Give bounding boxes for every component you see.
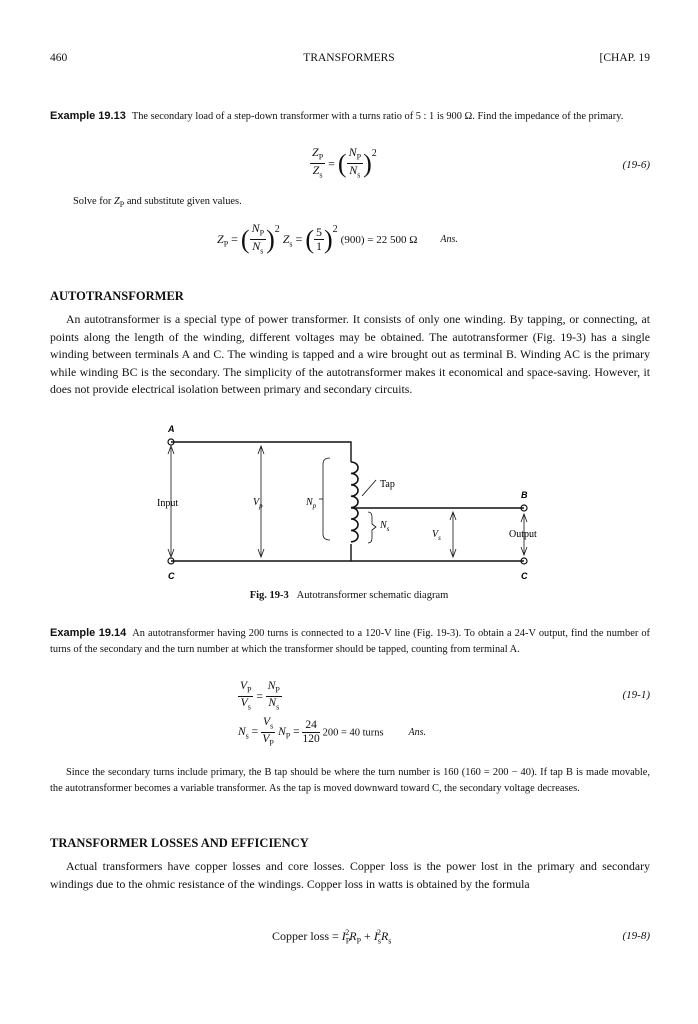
example-19-14-conclusion: Since the secondary turns include primary, the B tap should be where the turn number is 160 (160 = 200 − 40). If tap B is made movable, the autotransformer becomes a variable transformer. As the tap is moved downward toward C, the secondary voltage decreases. [50, 767, 650, 794]
answer-label: Ans. [408, 727, 426, 739]
section-heading-autotransformer: AUTOTRANSFORMER [50, 289, 184, 303]
np-bracket [323, 458, 330, 540]
formula-number: (19-8) [622, 930, 650, 942]
example-label: Example 19.14 [50, 627, 127, 639]
label-c-left: C [168, 571, 175, 581]
section-heading-losses: TRANSFORMER LOSSES AND EFFICIENCY [50, 836, 309, 850]
solve-text: Solve for $Z_P$ and substitute given values. [73, 196, 242, 210]
equation-number: (19-1) [622, 689, 650, 701]
label-c-right: C [521, 571, 528, 581]
equation-number: (19-6) [622, 159, 650, 171]
winding-coil [351, 462, 358, 542]
label-b: B [521, 490, 528, 500]
label-tap: Tap [380, 479, 395, 490]
equation-solution: $Z_P$ = ( $\frac{N_P}{N_s}$ )$^2$ $Z_s$ = ( $\frac{5}{1}$ )$^2$ (900) = 22 500 Ω Ans. [217, 221, 458, 256]
losses-paragraph: Actual transformers have copper losses and core losses. Copper loss is the power lost in the primary and secondary windings due to the ohmic resistance of the windings. Copper loss in watts is obtained by the formula [50, 859, 650, 891]
label-input: Input [157, 498, 179, 509]
example-text: The secondary load of a step-down transformer with a turns ratio of 5 : 1 is 900 Ω. Find the impedance of the primary. [131, 111, 624, 122]
autotransformer-paragraph: An autotransformer is a special type of power transformer. It consists of only one winding. By tapping, or connecting, at points along the length of the winding, different voltages may be obtained. The autotransformer (Fig. 19-3) has a single winding between terminals A and C. The winding is tapped and a wire brought out as terminal B. Winding AC is the primary while winding BC is the secondary. The simplicity of the autotransformer makes it economical and space-saving. However, it does not provide electrical isolation between primary and secondary circuits. [50, 312, 650, 396]
example-label: Example 19.13 [50, 110, 126, 122]
tap-pointer [362, 480, 376, 496]
label-np: $N_p$ [306, 497, 317, 510]
example-text: An autotransformer having 200 turns is connected to a 120-V line (Fig. 19-3). To obtain a 24-V output, find the number of turns of the secondary and the turn number at which the transformer should be tapped, counting from terminal A. [50, 628, 650, 655]
label-vp: $V_p$ [253, 497, 263, 510]
running-title: TRANSFORMERS [303, 52, 395, 64]
equation-result: 200 = 40 turns [322, 727, 384, 739]
equation-19-1: $\frac{V_P}{V_s}$ = $\frac{N_P}{N_s}$ [240, 680, 280, 712]
label-vs: $V_s$ [432, 529, 441, 542]
equation-19-6: $\frac{Z_P}{Z_s}$ = ( $\frac{N_P}{N_s}$ )$^2$ [312, 145, 377, 180]
copper-loss-formula: Copper loss = $I_P^2R_P + I_s^2R_s$ [272, 928, 392, 946]
equation-value: (900) = 22 500 Ω [340, 233, 418, 246]
chapter-label: [CHAP. 19 [599, 52, 650, 64]
example-19-14 [50, 625, 650, 658]
label-ns: $N_s$ [380, 520, 390, 533]
equation-turns: $N_s$ = $\frac{V_s}{V_P}$ $N_P$ = $\frac{24}{120}$ 200 = 40 turns Ans. [238, 716, 426, 748]
answer-label: Ans. [440, 234, 458, 246]
label-a: A [168, 424, 175, 434]
label-output: Output [509, 529, 537, 540]
formula-label: Copper loss [272, 929, 329, 943]
ns-bracket [368, 512, 376, 543]
bottom-wire [351, 544, 524, 561]
page-number: 460 [50, 52, 68, 64]
figure-caption-text: Autotransformer schematic diagram [296, 590, 449, 601]
figure-caption-label: Fig. 19-3 [249, 590, 289, 601]
autotransformer-schematic [140, 418, 560, 584]
figure-caption [0, 590, 698, 601]
example-19-13 [50, 108, 650, 125]
exponent: 2 [371, 147, 377, 159]
